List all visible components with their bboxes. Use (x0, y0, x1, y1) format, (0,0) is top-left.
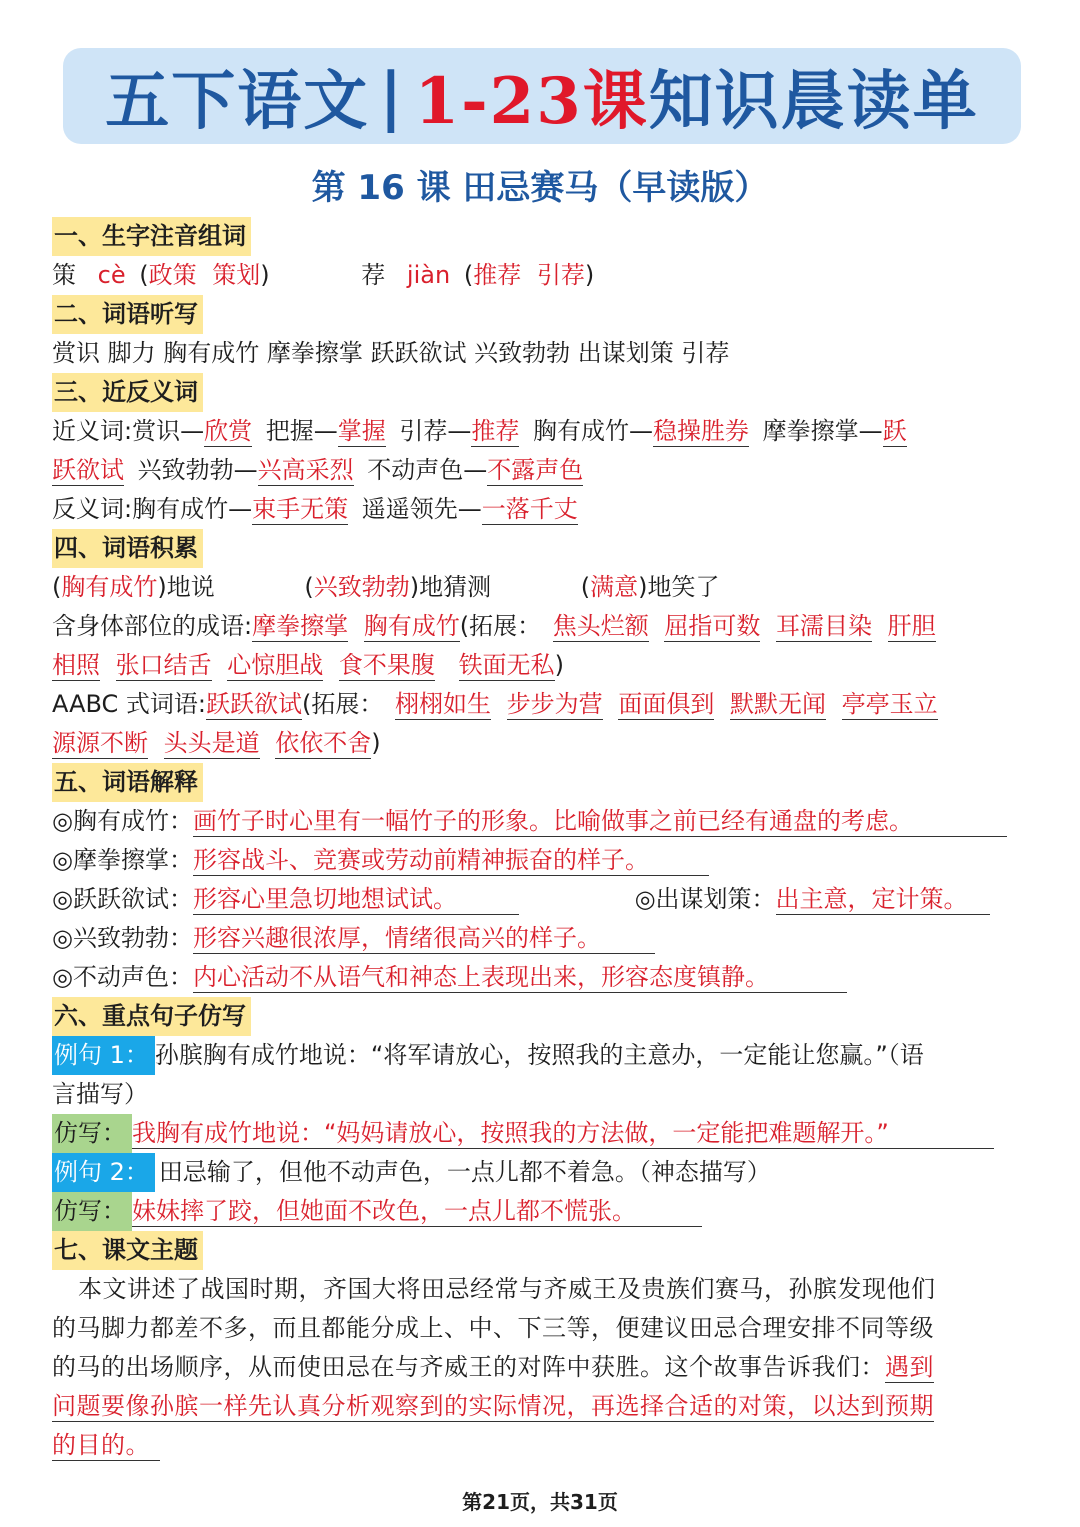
section-heading: 一、生字注音组词 (52, 217, 251, 256)
syn-answer: 稳操胜券 (653, 417, 750, 445)
syn-answer: 推荐 (471, 417, 520, 445)
body-idioms-label: 含身体部位的成语: (52, 612, 253, 640)
definition-term: ◎出谋划策： (634, 885, 776, 913)
idiom: 焦头烂额 (552, 612, 649, 640)
title-banner (63, 48, 1021, 144)
ant-word: 胸有成竹— (132, 495, 253, 523)
char-1: 策 (52, 261, 76, 289)
synonym-label: 近义词: (52, 417, 133, 445)
theme-text: 的马的出场顺序，从而使田忌在与齐威王的对阵中获胜。这个故事告诉我们： (52, 1353, 885, 1381)
aabc-line-1 (52, 685, 1032, 724)
section-heading: 六、重点句子仿写 (52, 997, 251, 1036)
syn-answer: 掌握 (337, 417, 386, 445)
section-6-row (52, 997, 1032, 1036)
character-row: 策 cè (政策 策划) 荐 jiàn (推荐 引荐) (52, 261, 595, 289)
theme-line-5 (52, 1426, 1032, 1465)
idiom: 心惊胆战 (227, 651, 324, 679)
section-3-row (52, 373, 1032, 412)
syn-word: 赏识— (132, 417, 205, 445)
fill-blank-line: (胸有成竹)地说 (兴致勃勃)地猜测 (满意)地笑了 (52, 573, 720, 601)
syn-answer: 跃 (882, 417, 907, 445)
idiom: 源源不断 (52, 729, 148, 757)
syn-word: 胸有成竹— (533, 417, 654, 445)
example-sentence-2 (52, 1153, 1032, 1192)
antonym-line (52, 490, 1032, 529)
theme-highlight: 的目的。 (52, 1431, 150, 1459)
synonym-line-2 (52, 451, 1032, 490)
idiom: 肝胆 (887, 612, 936, 640)
imitation-text: 妹妹摔了跤，但她面不改色，一点儿都不慌张。 (132, 1197, 636, 1225)
syn-answer: 欣赏 (204, 417, 253, 445)
antonym-label: 反义词: (52, 495, 133, 523)
extension-label: (拓展： (302, 690, 384, 718)
word-1a: 政策 (148, 261, 197, 289)
definition-row (52, 841, 1032, 880)
section-4-row (52, 529, 1032, 568)
lesson-subtitle: 第 16 课 田忌赛马（早读版） (311, 168, 769, 208)
syn-answer: 不露声色 (487, 456, 584, 484)
document-body (52, 217, 1032, 1465)
imitation-1 (52, 1114, 1032, 1153)
page-number: 第21页，共31页 (462, 1490, 618, 1514)
imitation-text: 我胸有成竹地说：“妈妈请放心，按照我的方法做，一定能把难题解开。” (132, 1119, 889, 1147)
theme-line-2: 的马脚力都差不多，而且都能分成上、中、下三等，便建议田忌合理安排不同等级 (52, 1314, 934, 1342)
section-heading: 五、词语解释 (52, 763, 203, 802)
theme-line-1: 本文讲述了战国时期，齐国大将田忌经常与齐威王及贵族们赛马，孙膑发现他们 (78, 1275, 936, 1303)
definition-text: 画竹子时心里有一幅竹子的形象。比喻做事之前已经有通盘的考虑。 (192, 807, 913, 835)
definition-row (52, 802, 1032, 841)
definition-term: ◎跃跃欲试： (52, 885, 193, 913)
example-tag: 例句 2： (52, 1153, 155, 1192)
idiom: 摩拳擦掌 (252, 612, 349, 640)
syn-answer: 兴高采烈 (257, 456, 354, 484)
char-2: 荐 (361, 261, 386, 289)
fill-suffix: 地笑了 (647, 573, 720, 601)
section-heading: 七、课文主题 (52, 1231, 203, 1270)
syn-word: 兴致勃勃— (137, 456, 258, 484)
imitation-tag: 仿写： (52, 1114, 132, 1153)
imitation-2 (52, 1192, 1032, 1231)
idiom: 步步为营 (506, 690, 603, 718)
title-part1: 五下语文 (105, 64, 370, 139)
definition-term: ◎不动声色： (52, 963, 193, 991)
pinyin-1: cè (97, 261, 126, 289)
aabc-label: AABC 式词语: (52, 690, 207, 718)
example-tag: 例句 1： (52, 1036, 155, 1075)
syn-answer: 跃欲试 (52, 456, 124, 484)
idiom: 跃跃欲试 (206, 690, 303, 718)
word-1b: 策划 (212, 261, 261, 289)
definition-text: 形容战斗、竞赛或劳动前精神振奋的样子。 (192, 846, 649, 874)
syn-word: 引荐— (399, 417, 472, 445)
word-2a: 推荐 (473, 261, 522, 289)
definition-row (52, 958, 1032, 997)
definition-term: ◎摩拳擦掌： (52, 846, 193, 874)
definition-row (52, 880, 1032, 919)
section-heading: 二、词语听写 (52, 295, 203, 334)
section-5-row (52, 763, 1032, 802)
theme-highlight: 问题要像孙膑一样先认真分析观察到的实际情况，再选择合适的对策，以达到预期 (52, 1392, 934, 1420)
fill-answer: 满意 (590, 573, 639, 601)
example-sentence-1-cont: 言描写） (52, 1080, 148, 1108)
section-2-row (52, 295, 1032, 334)
section-heading: 四、词语积累 (52, 529, 203, 568)
syn-word: 把握— (265, 417, 338, 445)
idiom: 头头是道 (163, 729, 260, 757)
definition-term: ◎兴致勃勃： (52, 924, 193, 952)
title-part3: 知识晨读单 (648, 64, 979, 139)
fill-suffix: 地猜测 (419, 573, 492, 601)
aabc-line-2: 源源不断 头头是道 依依不舍) (52, 729, 381, 757)
body-idioms-line-1 (52, 607, 1032, 646)
theme-line-3 (52, 1348, 1032, 1387)
theme-highlight: 遇到 (885, 1353, 934, 1381)
idiom: 亭亭玉立 (841, 690, 938, 718)
idiom: 张口结舌 (115, 651, 212, 679)
synonym-line-1 (52, 412, 1032, 451)
dictation-words: 赏识 脚力 胸有成竹 摩拳擦掌 跃跃欲试 兴致勃勃 出谋划策 引荐 (52, 339, 730, 367)
example-text: 田忌输了，但他不动声色，一点儿都不着急。（神态描写） (158, 1158, 771, 1186)
idiom: 铁面无私 (458, 651, 555, 679)
idiom: 依依不舍 (275, 729, 372, 757)
idiom: 耳濡目染 (776, 612, 873, 640)
title-separator: | (379, 58, 405, 134)
idiom: 胸有成竹 (363, 612, 460, 640)
section-heading: 三、近反义词 (52, 373, 203, 412)
pinyin-2: jiàn (406, 261, 451, 289)
section-1-row (52, 217, 1032, 256)
fill-suffix: 地说 (166, 573, 215, 601)
idiom: 栩栩如生 (395, 690, 492, 718)
syn-word: 摩拳擦掌— (762, 417, 883, 445)
extension-label: (拓展： (459, 612, 542, 640)
theme-line-4 (52, 1387, 1032, 1426)
example-text: 孙膑胸有成竹地说：“将军请放心，按照我的主意办，一定能让您赢。”（语 (154, 1041, 924, 1069)
title-part2: 1-23课 (414, 64, 649, 139)
body-idioms-line-2: 相照 张口结舌 心惊胆战 食不果腹 铁面无私) (52, 651, 564, 679)
ant-answer: 一落千丈 (481, 495, 578, 523)
idiom: 面面俱到 (618, 690, 715, 718)
definition-term: ◎胸有成竹： (52, 807, 193, 835)
definition-row (52, 919, 1032, 958)
idiom: 食不果腹 (338, 651, 435, 679)
idiom: 默默无闻 (729, 690, 826, 718)
imitation-tag: 仿写： (52, 1192, 132, 1231)
word-2b: 引荐 (536, 261, 585, 289)
fill-answer: 胸有成竹 (61, 573, 158, 601)
ant-word: 遥遥领先— (361, 495, 482, 523)
idiom: 相照 (52, 651, 100, 679)
definition-text: 形容心里急切地想试试。 (192, 885, 457, 913)
section-7-row (52, 1231, 1032, 1270)
ant-answer: 束手无策 (252, 495, 349, 523)
definition-text: 形容兴趣很浓厚，情绪很高兴的样子。 (192, 924, 601, 952)
fill-answer: 兴致勃勃 (313, 573, 410, 601)
definition-text: 出主意，定计策。 (775, 885, 968, 913)
idiom: 屈指可数 (664, 612, 761, 640)
example-sentence-1 (52, 1036, 1032, 1075)
definition-text: 内心活动不从语气和神态上表现出来，形容态度镇静。 (192, 963, 769, 991)
syn-word: 不动声色— (367, 456, 488, 484)
